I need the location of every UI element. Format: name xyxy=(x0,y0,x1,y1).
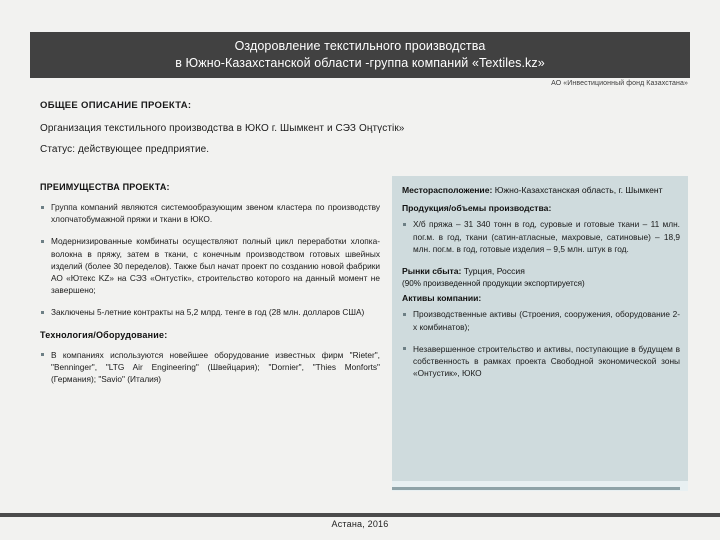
location-row xyxy=(402,184,680,196)
list-item: Х/б пряжа – 31 340 тонн в год, суровые и готовые ткани – 11 млн. пог.м. в год, ткани (сатин-атласные, махровые, сатиновые) – 18,9 млн. пог.м. в год, готовые изделия – 9,5 млн. штук в год. xyxy=(402,218,680,255)
location-value: Южно-Казахстанская область, г. Шымкент xyxy=(492,185,663,195)
footer-divider xyxy=(0,513,720,517)
slide-title-bar xyxy=(30,32,690,78)
markets-label: Рынки сбыта: xyxy=(402,266,462,277)
list-item: Заключены 5-летние контракты на 5,2 млрд. тенге в год (28 млн. долларов США) xyxy=(40,306,380,318)
organization-label: АО «Инвестиционный фонд Казахстана» xyxy=(551,80,688,87)
project-details-panel xyxy=(392,176,688,481)
advantages-column xyxy=(40,182,380,395)
slide-title-line-2: в Южно-Казахстанской области -группа компаний «Textiles.kz» xyxy=(175,56,545,70)
list-item: Модернизированные комбинаты осуществляют полный цикл переработки хлопка-волокна в пряжу, затем в ткани, с конечным производством готовых швейных изделий (более 30 переделов). Также был начат проект по созданию новой фабрики АО «Ютекс KZ» на СЭЗ «Онтустік», строительство которого на данный момент не завершено; xyxy=(40,235,380,296)
slide-title-line-1: Оздоровление текстильного производства xyxy=(234,39,486,53)
markets-note: (90% произведенной продукции экспортируется) xyxy=(402,279,585,289)
list-item: Незавершенное строительство и активы, поступающие в будущем в собственность в рамках проекта Свободной экономической зоны «Онтустик», ЮКО xyxy=(402,343,680,380)
assets-heading: Активы компании: xyxy=(402,293,482,304)
technology-bullet-list xyxy=(40,349,380,386)
location-block xyxy=(402,184,680,196)
location-label: Месторасположение: xyxy=(402,185,493,195)
markets-value: Турция, Россия xyxy=(461,266,525,277)
assets-bullet-list xyxy=(402,308,680,379)
general-description-line-2: Статус: действующее предприятие. xyxy=(40,144,210,155)
advantages-bullet-list xyxy=(40,201,380,319)
panel-underline-bar xyxy=(392,487,680,490)
general-description-block xyxy=(40,100,660,165)
advantages-heading: ПРЕИМУЩЕСТВА ПРОЕКТА: xyxy=(40,182,170,192)
markets-row xyxy=(402,265,680,277)
production-bullet-list xyxy=(402,218,680,255)
technology-heading: Технология/Оборудование: xyxy=(40,329,168,340)
general-description-heading: ОБЩЕЕ ОПИСАНИЕ ПРОЕКТА: xyxy=(40,100,192,111)
general-description-line-1: Организация текстильного производства в ЮКО г. Шымкент и СЭЗ Оңтүстік» xyxy=(40,123,405,134)
production-heading: Продукция/объемы производства: xyxy=(402,203,552,214)
footer-text: Астана, 2016 xyxy=(331,519,389,529)
list-item: В компаниях используются новейшее оборудование известных фирм "Rieter", "Benninger", "LTG Air Engineering" (Швейцария); "Dornier", "Thies Monforts" (Германия); "Savio" (Италия) xyxy=(40,349,380,386)
list-item: Группа компаний являются системообразующим звеном кластера по производству хлопчатобумажной пряжи и ткани в ЮКО. xyxy=(40,201,380,225)
list-item: Производственные активы (Строения, сооружения, оборудование 2-х комбинатов); xyxy=(402,308,680,332)
